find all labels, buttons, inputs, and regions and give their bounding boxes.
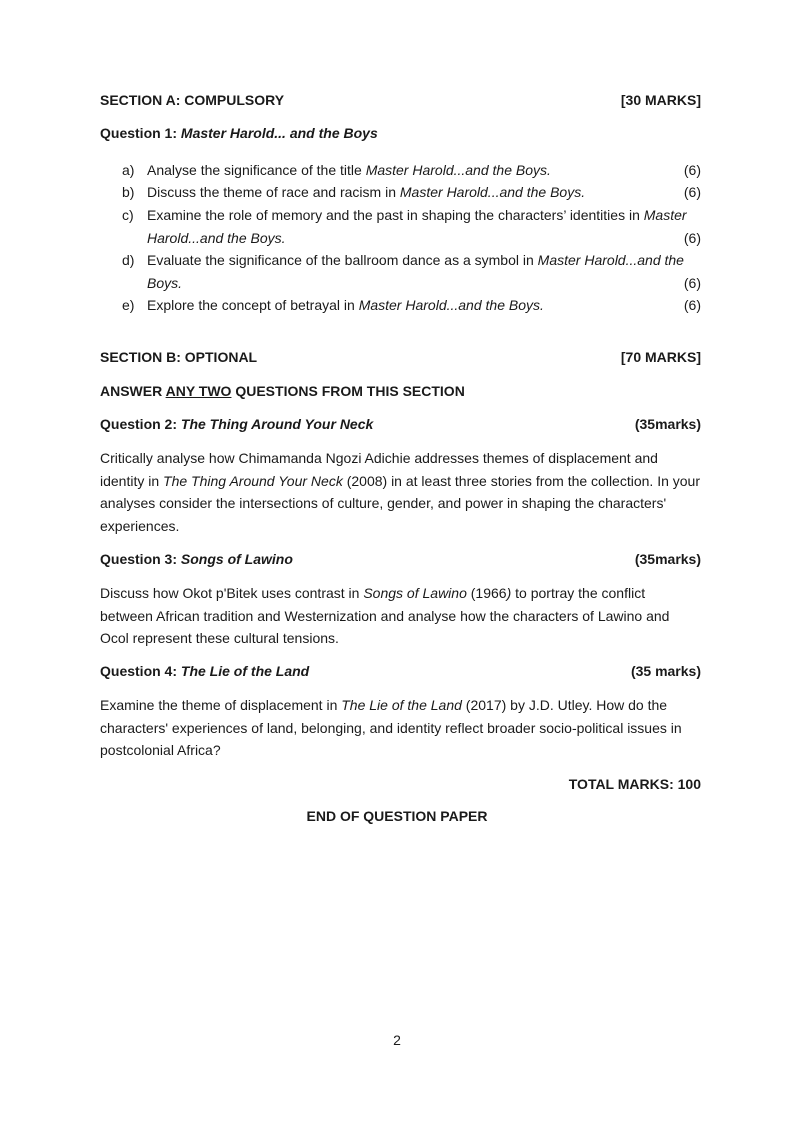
item-text [147,181,701,204]
question-1-item [122,181,701,204]
text-segment: Master Harold...and the Boys. [358,297,544,313]
text-segment: Evaluate the significance of the ballroom dance as a symbol in [147,252,538,268]
section-a-marks: [30 MARKS] [620,92,701,108]
question-1-heading [100,125,701,141]
section-b-header [100,349,701,365]
question-marks: (35marks) [634,551,701,567]
text-segment: (1966 [466,585,507,601]
text-segment: Master Harold...and the Boys. [365,162,551,178]
question-1-item [122,159,701,182]
total-marks [100,776,701,792]
question-label: Question 2: [100,416,181,432]
question-1-item [122,294,701,317]
text-segment: Examine the theme of displacement in [100,697,342,713]
text-segment: Master Harold...and the Boys. [399,184,586,200]
question-marks: (35marks) [634,416,701,432]
total-marks-text: TOTAL MARKS: 100 [568,776,701,792]
question-1-item [122,204,701,249]
question-1-item [122,249,701,294]
item-letter: d) [122,252,135,268]
question-marks: (35 marks) [630,663,701,679]
item-text [147,249,701,294]
text-segment: The Lie of the Land [341,697,462,713]
question-title: Master Harold... and the Boys [180,125,378,141]
question-heading [100,663,701,679]
question-title: Songs of Lawino [180,551,293,567]
question-label: Question 4: [100,663,181,679]
instruction-text: ANSWER [100,383,166,399]
item-marks: (6) [683,162,701,178]
question-body [100,447,701,537]
question-title: The Lie of the Land [180,663,310,679]
question-label: Question 1: [100,125,181,141]
question-heading [100,416,701,432]
item-letter: b) [122,184,135,200]
text-segment: Critically analyse how Chimamanda Ngozi Adichie addresses themes of displacement and identity in [100,450,658,489]
text-segment: Master Harold...and the Boys. [147,207,687,246]
text-segment: Examine the role of memory and the past in shaping the characters’ identities in [147,207,644,223]
section-a-header [100,92,701,108]
item-text [147,159,701,182]
section-b-marks: [70 MARKS] [620,349,701,365]
page-number: 2 [393,1032,401,1048]
item-marks: (6) [683,297,701,313]
item-letter: a) [122,162,135,178]
text-segment: Analyse the significance of the title [147,162,366,178]
text-segment: Master Harold...and the Boys. [147,252,684,291]
instruction-emphasis: ANY TWO [165,383,232,399]
text-segment: Explore the concept of betrayal in [147,297,359,313]
text-segment: (2008) in at least three stories from the collection. In your analyses consider the intersections of culture, gender, and power in shaping the characters' experiences. [100,472,700,534]
item-marks: (6) [683,229,701,246]
text-segment: ) [506,585,512,601]
item-text [147,204,701,249]
question-title: The Thing Around Your Neck [180,416,374,432]
item-text [147,294,701,317]
question-body [100,582,701,650]
section-a-title: SECTION A: COMPULSORY [100,92,285,108]
instruction-text: QUESTIONS FROM THIS SECTION [231,383,465,399]
section-b-title: SECTION B: OPTIONAL [100,349,258,365]
text-segment: Discuss how Okot p'Bitek uses contrast in [100,585,364,601]
question-label: Question 3: [100,551,181,567]
text-segment: (2017) by J.D. Utley. How do the characters' experiences of land, belonging, and identity reflect broader socio-political issues in postcolonial Africa? [100,697,682,758]
section-b-instruction [100,383,701,399]
item-letter: c) [122,207,134,223]
item-marks: (6) [683,184,701,200]
question-body [100,694,701,762]
item-marks: (6) [683,274,701,291]
question-heading [100,551,701,567]
end-of-paper: END OF QUESTION PAPER [306,808,488,824]
question-heading-text [100,416,373,432]
text-segment: Discuss the theme of race and racism in [147,184,400,200]
question-heading-text [100,663,309,679]
text-segment: Songs of Lawino [363,585,467,601]
item-letter: e) [122,297,135,313]
question-heading-text [100,551,293,567]
text-segment: to portray the conflict between African tradition and Westernization and analyse how the characters of Lawino and Ocol represent these cultural tensions. [100,585,670,646]
text-segment: The Thing Around Your Neck [163,472,343,489]
